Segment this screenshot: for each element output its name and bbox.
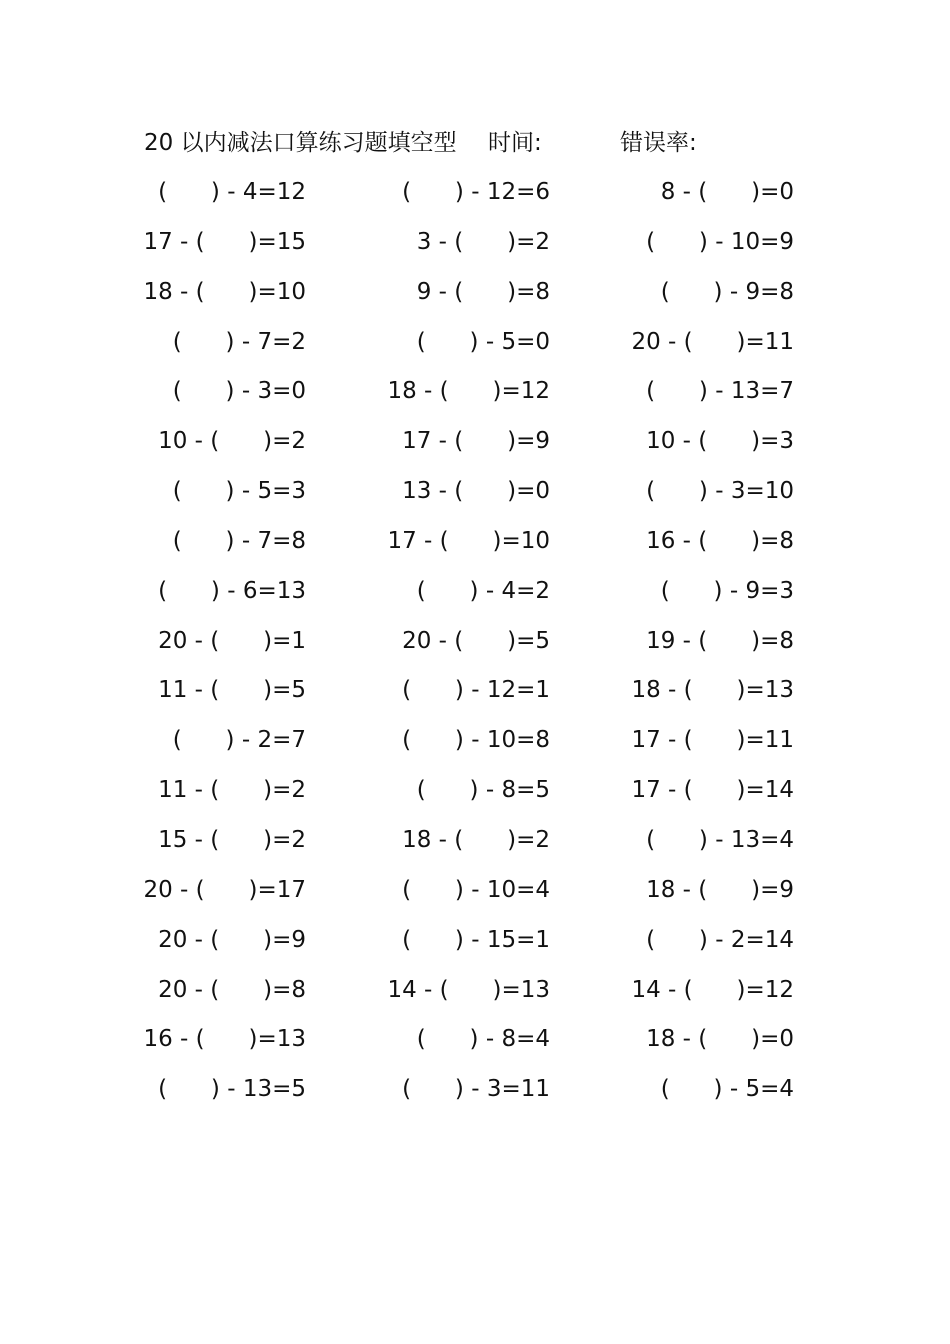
problem-item: ( ) - 9=3 [660, 577, 794, 604]
problem-item: 17 - ( )=15 [143, 228, 306, 255]
problem-item: ( ) - 13=5 [158, 1076, 306, 1103]
problem-item: ( ) - 10=4 [402, 876, 550, 903]
problem-row [0, 923, 950, 973]
problem-row [0, 474, 950, 524]
problem-item: ( ) - 15=1 [402, 926, 550, 953]
problem-item: 18 - ( )=12 [387, 378, 550, 405]
problem-item: ( ) - 5=3 [172, 478, 306, 505]
problem-item: ( ) - 2=7 [172, 727, 306, 754]
problem-item: 18 - ( )=2 [402, 826, 550, 853]
problem-item: 14 - ( )=12 [631, 976, 794, 1003]
problem-row [0, 574, 950, 624]
problem-item: ( ) - 10=8 [402, 727, 550, 754]
problem-row [0, 823, 950, 873]
problem-item: 18 - ( )=9 [646, 876, 794, 903]
problem-row [0, 624, 950, 674]
problem-item: 16 - ( )=8 [646, 527, 794, 554]
problem-item: 10 - ( )=2 [158, 428, 306, 455]
problem-row [0, 723, 950, 773]
problem-item: ( ) - 6=13 [158, 577, 306, 604]
problem-item: 17 - ( )=11 [631, 727, 794, 754]
problem-item: ( ) - 8=5 [416, 777, 550, 804]
problem-item: 18 - ( )=13 [631, 677, 794, 704]
error-rate-label: 错误率: [620, 130, 697, 156]
problem-row [0, 673, 950, 723]
problem-item: 20 - ( )=8 [158, 976, 306, 1003]
problem-item: ( ) - 4=2 [416, 577, 550, 604]
problem-item: ( ) - 5=4 [660, 1076, 794, 1103]
problem-item: ( ) - 3=11 [402, 1076, 550, 1103]
problem-item: 19 - ( )=8 [646, 627, 794, 654]
problem-item: 9 - ( )=8 [416, 278, 550, 305]
problem-row [0, 773, 950, 823]
problem-row [0, 1072, 950, 1122]
time-label: 时间: [488, 130, 542, 156]
problem-row [0, 175, 950, 225]
problem-item: ( ) - 3=0 [172, 378, 306, 405]
problem-item: ( ) - 12=1 [402, 677, 550, 704]
problem-item: 20 - ( )=17 [143, 876, 306, 903]
problem-item: ( ) - 8=4 [416, 1026, 550, 1053]
problem-row [0, 1022, 950, 1072]
problem-item: ( ) - 13=4 [646, 826, 794, 853]
problem-item: 3 - ( )=2 [416, 228, 550, 255]
problem-row [0, 325, 950, 375]
problem-item: 20 - ( )=5 [402, 627, 550, 654]
problem-item: 17 - ( )=10 [387, 527, 550, 554]
problem-item: 17 - ( )=9 [402, 428, 550, 455]
problem-item: 11 - ( )=2 [158, 777, 306, 804]
problem-grid [0, 175, 950, 1122]
problem-item: 20 - ( )=1 [158, 627, 306, 654]
problem-row [0, 873, 950, 923]
problem-row [0, 424, 950, 474]
problem-item: ( ) - 13=7 [646, 378, 794, 405]
problem-row [0, 275, 950, 325]
problem-item: ( ) - 12=6 [402, 179, 550, 205]
problem-item: ( ) - 3=10 [646, 478, 794, 505]
problem-row [0, 524, 950, 574]
problem-item: ( ) - 9=8 [660, 278, 794, 305]
problem-item: 13 - ( )=0 [402, 478, 550, 505]
problem-row [0, 225, 950, 275]
problem-item: 14 - ( )=13 [387, 976, 550, 1003]
problem-item: ( ) - 7=8 [172, 527, 306, 554]
problem-item: 20 - ( )=11 [631, 328, 794, 355]
problem-item: ( ) - 10=9 [646, 228, 794, 255]
worksheet-header [144, 126, 844, 160]
worksheet-title: 20 以内减法口算练习题填空型 [144, 130, 457, 156]
problem-item: 18 - ( )=10 [143, 278, 306, 305]
problem-item: 17 - ( )=14 [631, 777, 794, 804]
problem-item: 8 - ( )=0 [660, 179, 794, 205]
problem-item: ( ) - 2=14 [646, 926, 794, 953]
problem-item: 16 - ( )=13 [143, 1026, 306, 1053]
problem-item: ( ) - 7=2 [172, 328, 306, 355]
problem-row [0, 374, 950, 424]
problem-item: 18 - ( )=0 [646, 1026, 794, 1053]
problem-item: ( ) - 5=0 [416, 328, 550, 355]
problem-row [0, 973, 950, 1023]
problem-item: 11 - ( )=5 [158, 677, 306, 704]
problem-item: ( ) - 4=12 [158, 179, 306, 205]
problem-item: 10 - ( )=3 [646, 428, 794, 455]
problem-item: 20 - ( )=9 [158, 926, 306, 953]
problem-item: 15 - ( )=2 [158, 826, 306, 853]
